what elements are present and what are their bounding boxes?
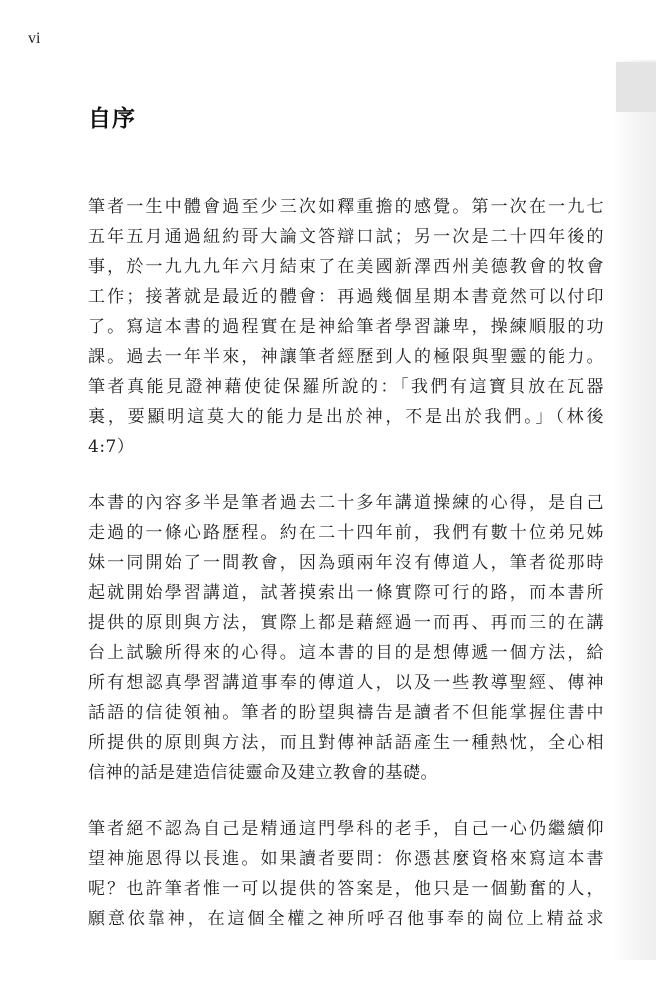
text-line: 妹一同開始了一間教會，因為頭兩年沒有傳道人，筆者從那時 bbox=[88, 553, 604, 573]
paragraph-3 bbox=[88, 814, 604, 934]
text-line: 話語的信徒領袖。筆者的盼望與禱告是讀者不但能掌握住書中 bbox=[88, 703, 604, 723]
text-line: 呢？也許筆者惟一可以提供的答案是，他只是一個勤奮的人， bbox=[88, 879, 604, 899]
text-line: 走過的一條心路歷程。約在二十四年前，我們有數十位弟兄姊 bbox=[88, 523, 604, 543]
facing-page-tab bbox=[616, 62, 656, 112]
text-line: 工作；接著就是最近的體會：再過幾個星期本書竟然可以付印 bbox=[88, 287, 604, 307]
text-line: 台上試驗所得來的心得。這本書的目的是想傳遞一個方法，給 bbox=[88, 643, 604, 663]
page-number: vi bbox=[28, 30, 41, 47]
text-line: 筆者真能見證神藉使徒保羅所說的：「我們有這寶貝放在瓦器 bbox=[88, 377, 604, 397]
text-line: 筆者一生中體會過至少三次如釋重擔的感覺。第一次在一九七 bbox=[88, 197, 604, 217]
text-line: 4:7） bbox=[88, 437, 135, 457]
text-line: 本書的內容多半是筆者過去二十多年講道操練的心得，是自己 bbox=[88, 493, 604, 513]
text-line: 所有想認真學習講道事奉的傳道人，以及一些教導聖經、傳神 bbox=[88, 673, 604, 693]
text-line: 事，於一九九九年六月結束了在美國新澤西州美德教會的牧會 bbox=[88, 257, 604, 277]
text-line: 課。過去一年半來，神讓筆者經歷到人的極限與聖靈的能力。 bbox=[88, 347, 604, 367]
page-title: 自序 bbox=[88, 106, 136, 132]
text-line: 裏，要顯明這莫大的能力是出於神，不是出於我們。」（林後 bbox=[88, 407, 604, 427]
text-line: 望神施恩得以長進。如果讀者要問：你憑甚麼資格來寫這本書 bbox=[88, 849, 604, 869]
text-line: 願意依靠神，在這個全權之神所呼召他事奉的崗位上精益求 bbox=[88, 909, 604, 929]
text-line: 所提供的原則與方法，而且對傳神話語產生一種熱忱，全心相 bbox=[88, 733, 604, 753]
preface-body bbox=[88, 192, 604, 960]
paragraph-1 bbox=[88, 192, 604, 462]
paragraph-2 bbox=[88, 488, 604, 788]
text-line: 提供的原則與方法，實際上都是藉經過一而再、再而三的在講 bbox=[88, 613, 604, 633]
text-line: 筆者絕不認為自己是精通這門學科的老手，自己一心仍繼續仰 bbox=[88, 819, 604, 839]
text-line: 五年五月通過紐約哥大論文答辯口試；另一次是二十四年後的 bbox=[88, 227, 604, 247]
text-line: 信神的話是建造信徒靈命及建立教會的基礎。 bbox=[88, 763, 438, 783]
text-line: 了。寫這本書的過程實在是神給筆者學習謙卑，操練順服的功 bbox=[88, 317, 604, 337]
facing-page-bleed bbox=[612, 60, 656, 960]
text-line: 起就開始學習講道，試著摸索出一條實際可行的路，而本書所 bbox=[88, 583, 604, 603]
